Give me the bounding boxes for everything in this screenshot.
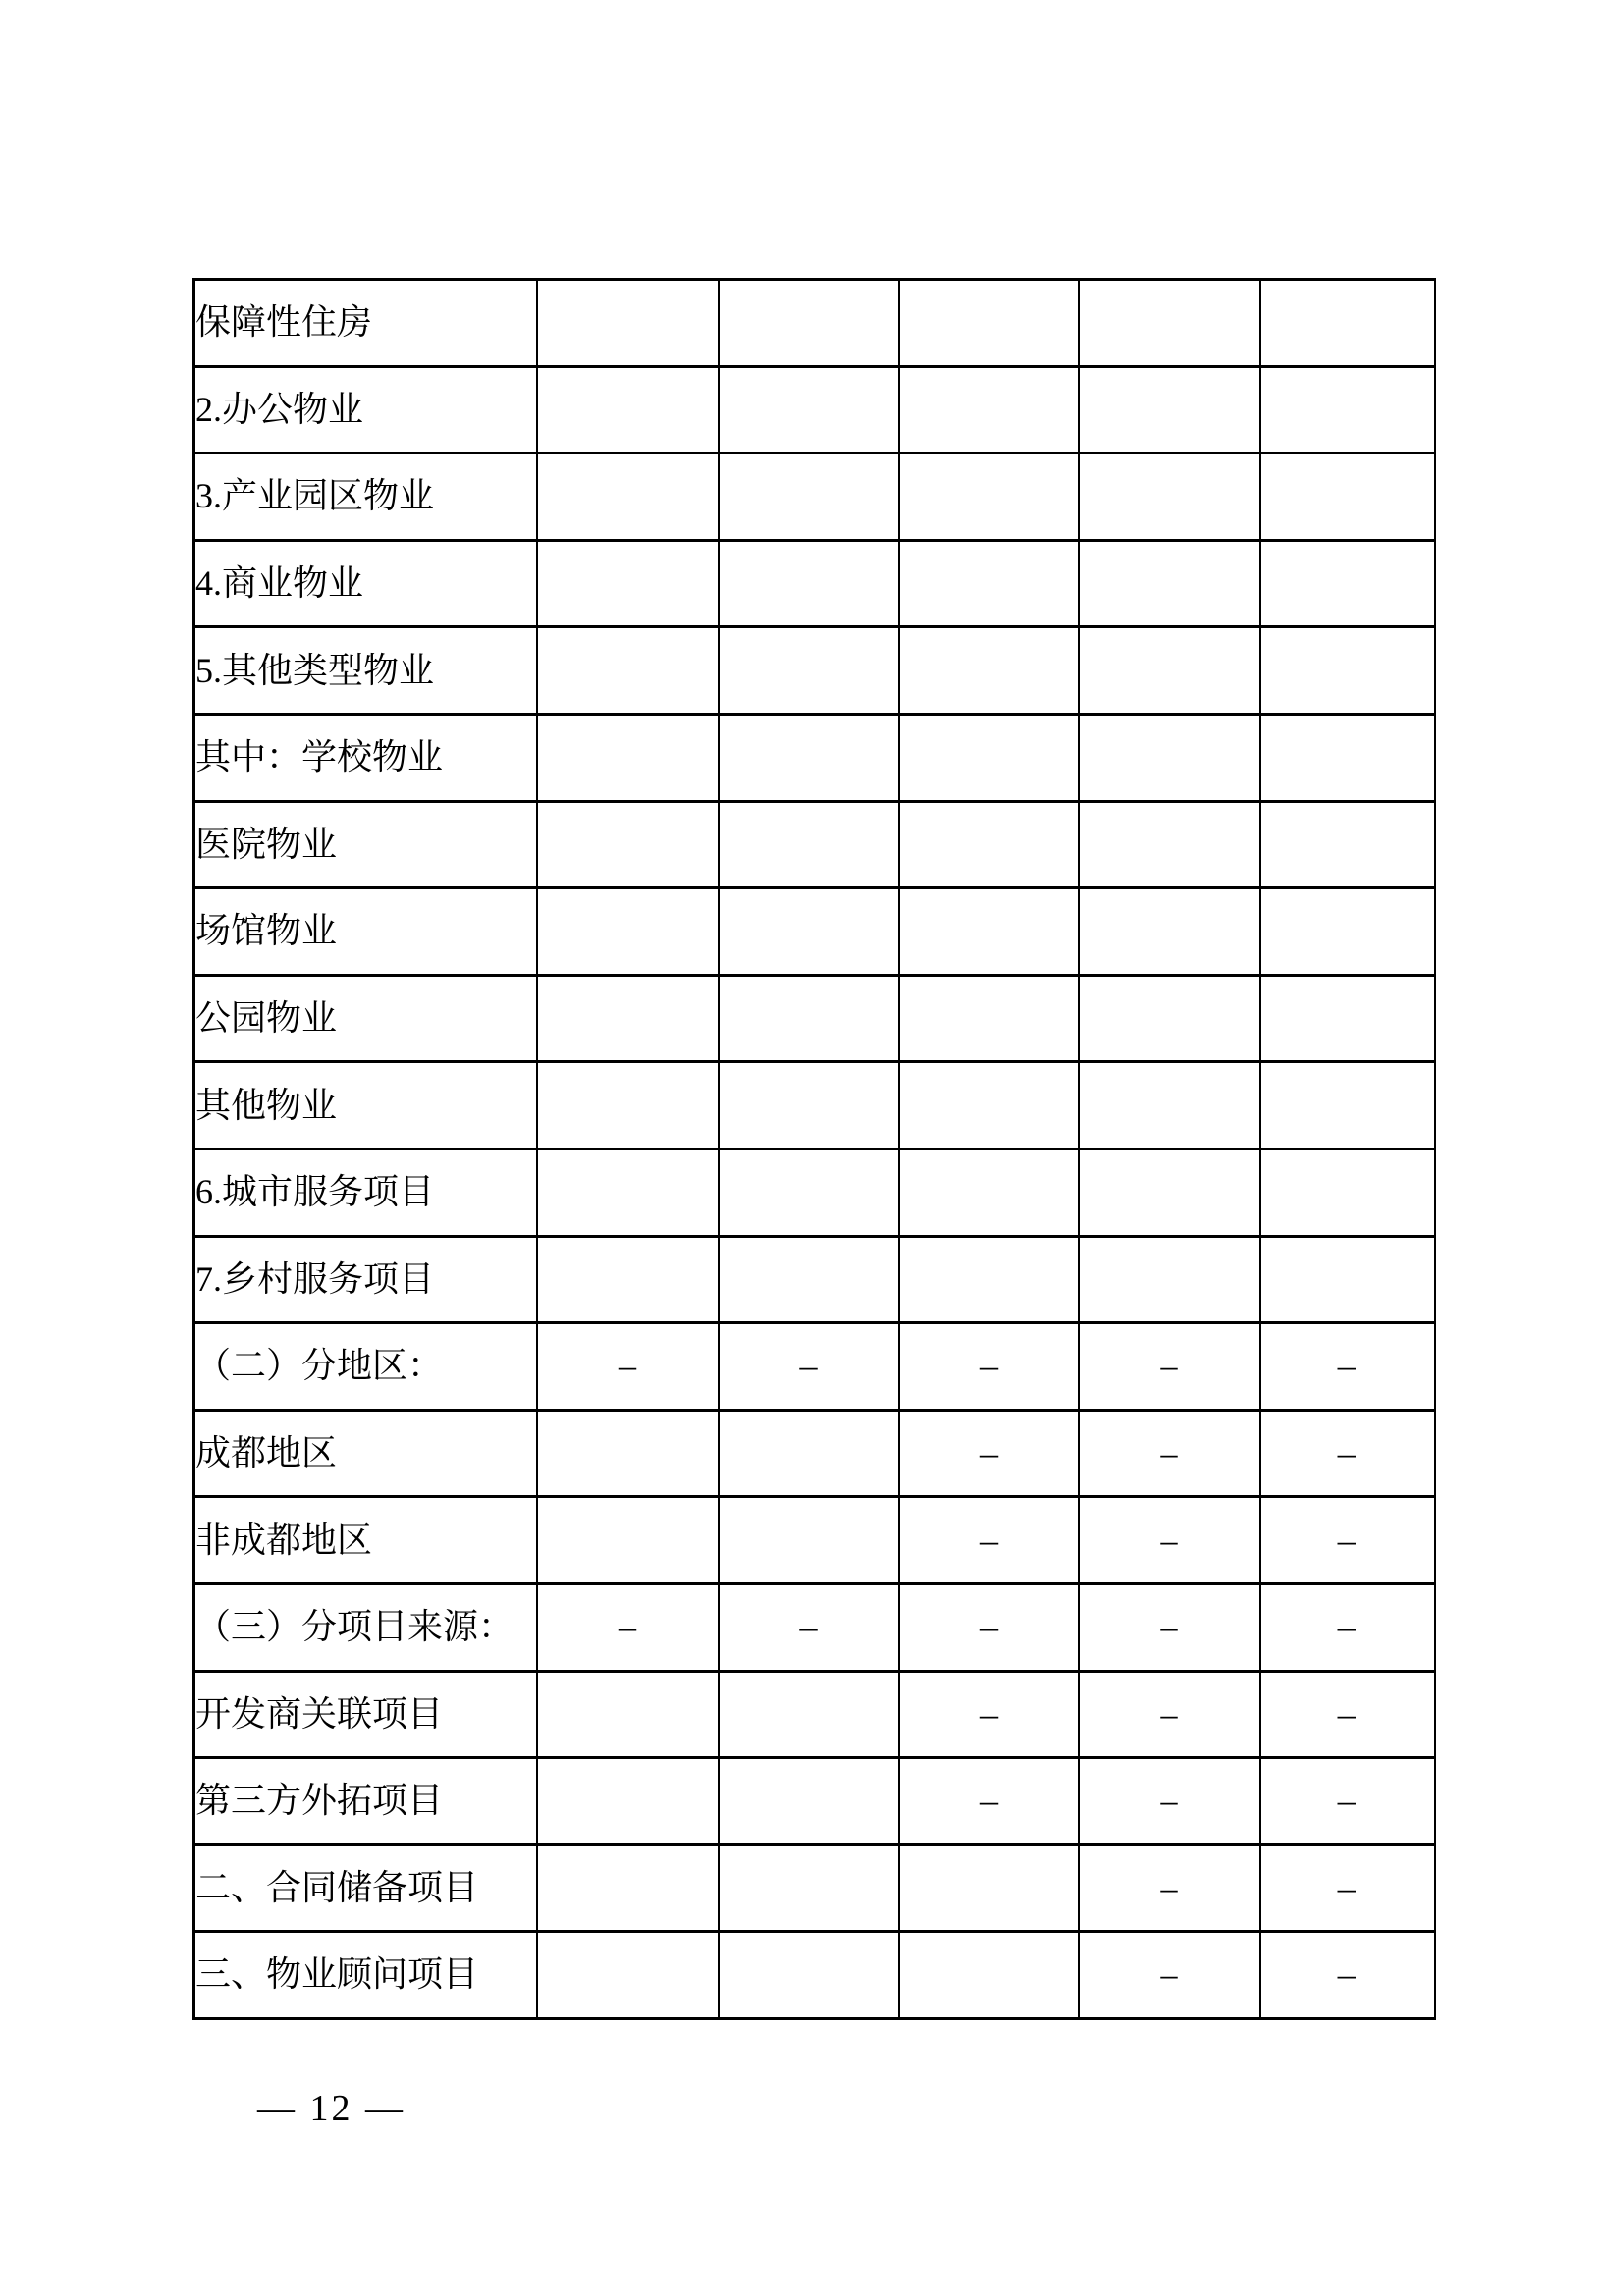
data-cell (1079, 540, 1260, 627)
row-label: 开发商关联项目 (194, 1671, 537, 1758)
data-cell (1079, 1148, 1260, 1236)
data-cell (537, 1844, 719, 1932)
data-cell (899, 801, 1079, 888)
data-cell (1079, 888, 1260, 976)
data-cell (899, 1062, 1079, 1149)
data-cell (719, 1758, 899, 1845)
row-label: 6.城市服务项目 (194, 1148, 537, 1236)
data-cell (899, 540, 1079, 627)
data-cell (899, 454, 1079, 541)
table-row (194, 1932, 1435, 2019)
data-cell (537, 714, 719, 801)
table-row (194, 540, 1435, 627)
row-label: 非成都地区 (194, 1497, 537, 1584)
data-cell (719, 627, 899, 715)
data-cell: – (537, 1583, 719, 1671)
data-cell (1260, 540, 1435, 627)
data-cell (899, 888, 1079, 976)
data-cell: – (1079, 1497, 1260, 1584)
data-cell: – (1079, 1583, 1260, 1671)
data-cell (1079, 1236, 1260, 1323)
table-row (194, 1410, 1435, 1497)
data-cell (719, 714, 899, 801)
table-row (194, 1236, 1435, 1323)
data-cell (1260, 975, 1435, 1062)
data-cell (1260, 888, 1435, 976)
row-label: 其他物业 (194, 1062, 537, 1149)
data-cell (719, 1932, 899, 2019)
data-cell: – (899, 1410, 1079, 1497)
row-label: 场馆物业 (194, 888, 537, 976)
data-cell: – (899, 1497, 1079, 1584)
data-cell (899, 627, 1079, 715)
data-cell (1079, 280, 1260, 367)
table-row (194, 454, 1435, 541)
table-row (194, 975, 1435, 1062)
data-cell: – (1260, 1410, 1435, 1497)
data-cell: – (1260, 1932, 1435, 2019)
table-row (194, 801, 1435, 888)
data-cell (537, 1236, 719, 1323)
data-cell: – (1079, 1758, 1260, 1845)
data-cell: – (1079, 1323, 1260, 1411)
data-cell (537, 280, 719, 367)
data-cell (719, 540, 899, 627)
table-row (194, 1148, 1435, 1236)
row-label: 5.其他类型物业 (194, 627, 537, 715)
data-cell (1260, 1236, 1435, 1323)
data-cell: – (1260, 1583, 1435, 1671)
data-cell (1260, 627, 1435, 715)
row-label: 公园物业 (194, 975, 537, 1062)
data-cell (537, 1062, 719, 1149)
data-cell (537, 1148, 719, 1236)
data-cell (1079, 975, 1260, 1062)
data-cell (1079, 454, 1260, 541)
row-label: 3.产业园区物业 (194, 454, 537, 541)
table-row (194, 1062, 1435, 1149)
data-cell (1260, 1148, 1435, 1236)
data-cell: – (537, 1323, 719, 1411)
data-cell (899, 366, 1079, 454)
data-cell (1260, 714, 1435, 801)
data-cell: – (719, 1323, 899, 1411)
data-cell (537, 454, 719, 541)
data-cell (1260, 454, 1435, 541)
page-number: — 12 — (257, 2088, 406, 2129)
data-cell: – (1260, 1671, 1435, 1758)
row-label: 其中：学校物业 (194, 714, 537, 801)
data-cell: – (1079, 1671, 1260, 1758)
data-cell (719, 975, 899, 1062)
data-cell: – (899, 1323, 1079, 1411)
row-label: 7.乡村服务项目 (194, 1236, 537, 1323)
data-cell (1079, 1062, 1260, 1149)
data-cell (719, 1236, 899, 1323)
data-cell (719, 801, 899, 888)
data-cell (899, 1844, 1079, 1932)
table-row (194, 1758, 1435, 1845)
data-cell: – (1079, 1844, 1260, 1932)
data-cell (1260, 280, 1435, 367)
data-cell (537, 627, 719, 715)
row-label: 保障性住房 (194, 280, 537, 367)
row-label: 成都地区 (194, 1410, 537, 1497)
data-cell (719, 1844, 899, 1932)
data-cell (537, 1932, 719, 2019)
data-cell (1079, 366, 1260, 454)
data-cell (1260, 801, 1435, 888)
data-cell (719, 454, 899, 541)
table-row (194, 1323, 1435, 1411)
data-cell (537, 540, 719, 627)
data-cell (537, 1758, 719, 1845)
row-label: 4.商业物业 (194, 540, 537, 627)
data-cell: – (1079, 1932, 1260, 2019)
data-cell: – (719, 1583, 899, 1671)
data-cell: – (899, 1671, 1079, 1758)
row-label: （三）分项目来源： (194, 1583, 537, 1671)
data-cell (537, 1410, 719, 1497)
row-label: 第三方外拓项目 (194, 1758, 537, 1845)
data-cell: – (1260, 1323, 1435, 1411)
data-cell (719, 1410, 899, 1497)
table-row (194, 627, 1435, 715)
data-cell (1079, 714, 1260, 801)
data-cell (899, 1236, 1079, 1323)
table-row (194, 1497, 1435, 1584)
data-cell (537, 1671, 719, 1758)
data-cell (899, 1932, 1079, 2019)
data-cell (899, 975, 1079, 1062)
row-label: （二）分地区： (194, 1323, 537, 1411)
data-cell (719, 280, 899, 367)
data-cell (899, 280, 1079, 367)
data-cell (537, 975, 719, 1062)
table-row (194, 1583, 1435, 1671)
data-cell (719, 888, 899, 976)
data-cell (1260, 1062, 1435, 1149)
data-cell (1079, 627, 1260, 715)
data-cell (719, 366, 899, 454)
data-cell (899, 1148, 1079, 1236)
data-cell (1079, 801, 1260, 888)
data-cell (899, 714, 1079, 801)
data-cell (719, 1671, 899, 1758)
table-row (194, 1671, 1435, 1758)
report-table (192, 278, 1436, 2020)
data-cell: – (899, 1758, 1079, 1845)
row-label: 医院物业 (194, 801, 537, 888)
row-label: 二、合同储备项目 (194, 1844, 537, 1932)
data-cell (719, 1497, 899, 1584)
data-cell: – (899, 1583, 1079, 1671)
row-label: 三、物业顾问项目 (194, 1932, 537, 2019)
row-label: 2.办公物业 (194, 366, 537, 454)
data-cell: – (1079, 1410, 1260, 1497)
data-cell (719, 1148, 899, 1236)
data-cell (537, 801, 719, 888)
table-body (194, 280, 1435, 2019)
data-cell (537, 366, 719, 454)
table-row (194, 888, 1435, 976)
data-cell (1260, 366, 1435, 454)
data-cell: – (1260, 1844, 1435, 1932)
table-row (194, 280, 1435, 367)
data-cell: – (1260, 1758, 1435, 1845)
table-row (194, 366, 1435, 454)
data-cell (719, 1062, 899, 1149)
data-cell (537, 888, 719, 976)
table-row (194, 714, 1435, 801)
table-row (194, 1844, 1435, 1932)
data-cell (537, 1497, 719, 1584)
data-cell: – (1260, 1497, 1435, 1584)
